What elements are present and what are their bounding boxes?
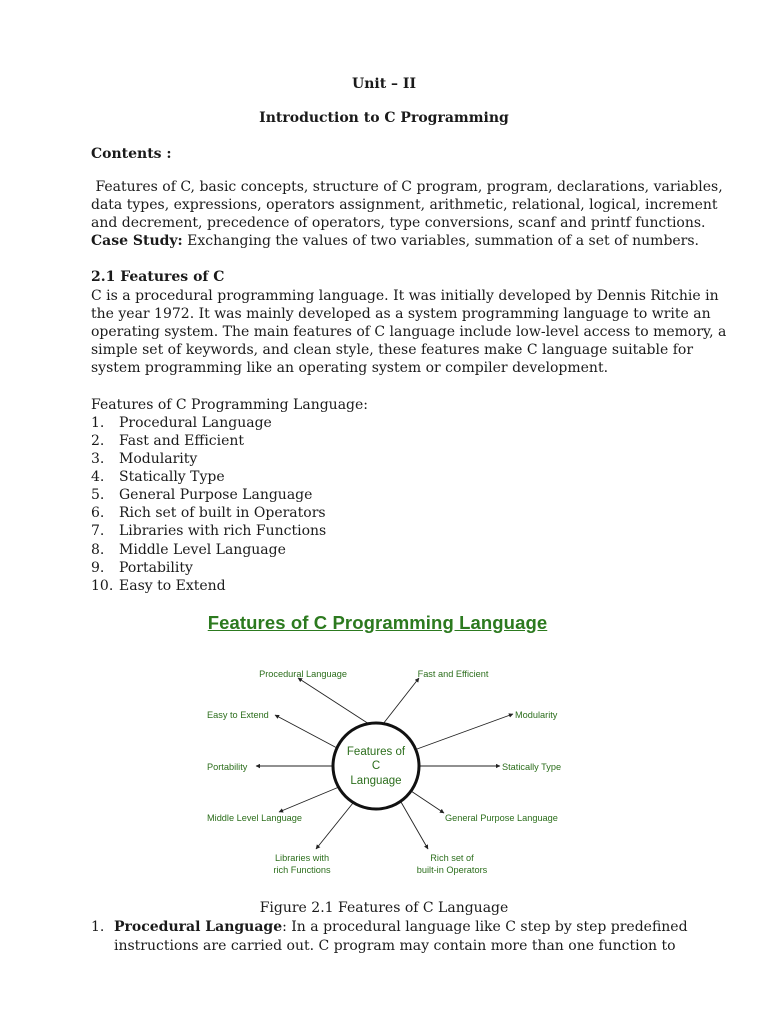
section-line-1: C is a procedural programming language. It was initially developed by Dennis Ritchie in (91, 288, 719, 304)
list-item: 5. General Purpose Language (91, 487, 313, 503)
list-item: 4. Statically Type (91, 469, 225, 485)
spoke-modularity (417, 714, 513, 749)
label-modularity: Modularity (515, 710, 558, 720)
case-study-label: Case Study: (91, 233, 183, 249)
list-item: 7. Libraries with rich Functions (91, 523, 327, 539)
label-rich-1: Rich set of (430, 853, 474, 863)
label-statically: Statically Type (502, 762, 562, 772)
spoke-procedural (298, 678, 369, 724)
center-line-1: Features of (346, 746, 406, 758)
spoke-middle (279, 787, 339, 812)
label-fast: Fast and Efficient (417, 669, 489, 679)
figure-title: Features of C Programming Language (207, 612, 548, 633)
item-text-line-2: instructions are carried out. C program may contain more than one function to (114, 938, 676, 954)
case-study-line (91, 232, 700, 250)
label-middle: Middle Level Language (207, 813, 303, 823)
item-text-line-1: : In a procedural language like C step by step predefined (282, 919, 688, 935)
list-item: 1. Procedural Language: In a procedural language like C step by step predefined (91, 919, 688, 935)
spoke-libraries (316, 803, 353, 849)
section-line-3: operating system. The main features of C language include low-level access to memory, a (91, 324, 727, 340)
list-item: 1. Procedural Language (91, 415, 272, 431)
spoke-fast (383, 678, 419, 724)
spoke-easy-extend (275, 715, 337, 748)
features-diagram (175, 648, 585, 880)
label-general: General Purpose Language (445, 813, 558, 823)
spoke-general (411, 791, 444, 813)
item-term: Procedural Language (114, 919, 283, 935)
contents-line-3: and decrement, precedence of operators, type conversions, scanf and printf functions. (91, 215, 706, 231)
unit-heading: Unit – II (351, 76, 417, 92)
label-libraries-1: Libraries with (274, 853, 330, 863)
contents-line-2: data types, expressions, operators assignment, arithmetic, relational, logical, increment (91, 197, 718, 213)
section-line-2: the year 1972. It was mainly developed as a system programming language to write an (91, 306, 711, 322)
list-item: 2. Fast and Efficient (91, 433, 245, 449)
features-intro: Features of C Programming Language: (91, 397, 369, 413)
contents-label: Contents : (91, 146, 172, 162)
list-item: 9. Portability (91, 560, 193, 576)
label-procedural: Procedural Language (259, 669, 347, 679)
spoke-rich (401, 802, 428, 849)
list-item: 3. Modularity (91, 451, 198, 467)
contents-line-1: Features of C, basic concepts, structure of C program, program, declarations, variables, (91, 179, 723, 195)
case-study-text: Exchanging the values of two variables, summation of a set of numbers. (182, 233, 700, 249)
label-easy-extend: Easy to Extend (207, 710, 269, 720)
section-line-5: system programming like an operating system or compiler development. (91, 360, 609, 376)
label-rich-2: built-in Operators (416, 865, 488, 875)
list-item: 10. Easy to Extend (91, 578, 226, 594)
label-portability: Portability (207, 762, 248, 772)
page-title: Introduction to C Programming (259, 110, 509, 126)
label-libraries-2: rich Functions (273, 865, 331, 875)
figure-caption: Figure 2.1 Features of C Language (259, 900, 509, 916)
center-line-2: C (371, 760, 381, 772)
list-item: 8. Middle Level Language (91, 542, 286, 558)
section-heading: 2.1 Features of C (91, 269, 225, 285)
section-line-4: simple set of keywords, and clean style, these features make C language suitable for (91, 342, 694, 358)
list-item: 6. Rich set of built in Operators (91, 505, 326, 521)
center-line-3: Language (350, 775, 402, 787)
